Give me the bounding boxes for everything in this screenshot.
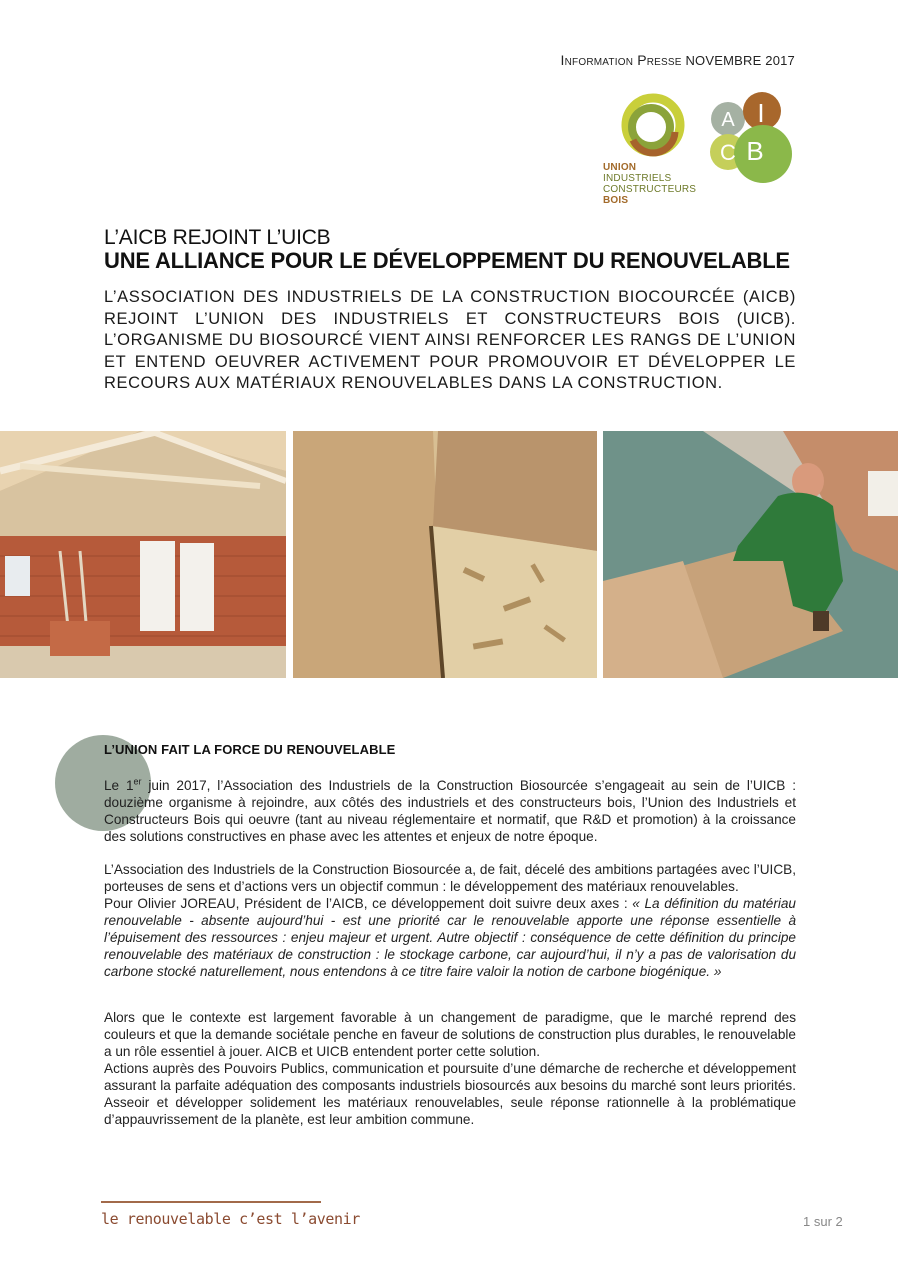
uicb-rings-icon: [603, 92, 703, 162]
photo-worker-insulation: [603, 431, 898, 678]
press-date: NOVEMBRE 2017: [685, 53, 795, 68]
article-headline: UNE ALLIANCE POUR LE DÉVELOPPEMENT DU RENOUVELABLE: [104, 248, 790, 273]
paragraph-3: Alors que le contexte est largement favorable à un changement de paradigme, que le marché reprend des couleurs et que la demande sociétale penche en faveur de solutions de construction plus durables, le renouvelable a un rôle essentiel à jouer. AICB et UICB entendent porter cette solution. Actions auprès des Pouvoirs Publics, communication et poursuite d’une démarche de recherche et développement assurant la parfaite adéquation des composants industriels biosourcés aux besoins du marché sont leurs priorités. Asseoir et développer solidement les matériaux renouvelables, seule réponse rationnelle à la problématique d’appauvrissement de la planète, est leur ambition commune.: [104, 1010, 796, 1127]
photo-attic-renovation: [0, 431, 286, 678]
footer-tagline: le renouvelable c’est l’avenir: [101, 1210, 360, 1228]
press-info: [561, 52, 795, 68]
aicb-letter-c: C: [720, 140, 736, 165]
aicb-circles-icon: [708, 92, 798, 187]
article-kicker: L’AICB REJOINT L’UICB: [104, 226, 331, 249]
uicb-logo: [603, 92, 703, 206]
article-lead: L’ASSOCIATION DES INDUSTRIELS DE LA CONSTRUCTION BIOCOURCÉE (AICB) REJOINT L’UNION DES INDUSTRIELS ET CONSTRUCTEURS BOIS (UICB). L’ORGANISME DU BIOSOURCÉ VIENT AINSI RENFORCER LES RANGS DE L’UNION ET ENTEND OEUVRER ACTIVEMENT POUR PROMOUVOIR ET DÉVELOPPER LE RECOURS AUX MATÉRIAUX RENOUVELABLES DANS LA CONSTRUCTION.: [104, 288, 796, 392]
photo-fibre-panels: [293, 431, 597, 678]
president-quote: « La définition du matériau renouvelable - absente aujourd’hui - est une priorité car le renouvelable apporte une réponse essentielle à l’épuisement des ressources : enjeu majeur et urgent. Autre objectif : conséquence de cette définition du principe renouvelable des matériaux de construction : le stockage carbone, car aujourd’hui, il n’y a pas de valorisation du carbone stocké naturellement, nous entendons à ce titre faire valoir la notion de carbone biogénique. »: [104, 896, 796, 979]
section-title: L’UNION FAIT LA FORCE DU RENOUVELABLE: [104, 742, 396, 757]
paragraph-2: L’Association des Industriels de la Construction Biosourcée a, de fait, décelé des ambitions partagées avec l’UICB, porteuses de sens et d’actions vers un objectif commun : le développement des matériaux renouvelables. Pour Olivier JOREAU, Président de l’AICB, ce développement doit suivre deux axes : « La définition du matériau renouvelable - absente aujourd’hui - est une priorité car le renouvelable apporte une réponse essentielle à l’épuisement des ressources : enjeu majeur et urgent. Autre objectif : conséquence de cette définition du principe renouvelable des matériaux de construction : le stockage carbone, car aujourd’hui, il n’y a pas de valorisation du carbone stocké naturellement, nous entendons à ce titre faire valoir la notion de carbone biogénique. »: [104, 862, 796, 979]
page-number: 1 sur 2: [803, 1214, 843, 1229]
aicb-letter-a: A: [721, 109, 735, 131]
uicb-brand-text: UNION INDUSTRIELS CONSTRUCTEURS BOIS: [603, 162, 697, 206]
quote-intro: Pour Olivier JOREAU, Président de l’AICB, ce développement doit suivre deux axes :: [104, 896, 633, 911]
paragraph-1: Le 1er juin 2017, l’Association des Industriels de la Construction Biosourcée s’engageait au sein de l’UICB : douzième organisme à rejoindre, aux côtés des industriels et des constructeurs bois, l’Union des Industriels et Constructeurs Bois qui oeuvre (tant au niveau réglementaire et normatif, que R&D et promotion) à la croissance des solutions constructives en phase avec les attentes et enjeux de notre époque.: [104, 776, 796, 844]
aicb-letter-b: B: [746, 136, 764, 166]
press-label: Information Presse: [560, 52, 682, 68]
aicb-logo: [708, 92, 798, 187]
aicb-letter-i: I: [757, 98, 765, 128]
footer-divider: [101, 1201, 321, 1203]
